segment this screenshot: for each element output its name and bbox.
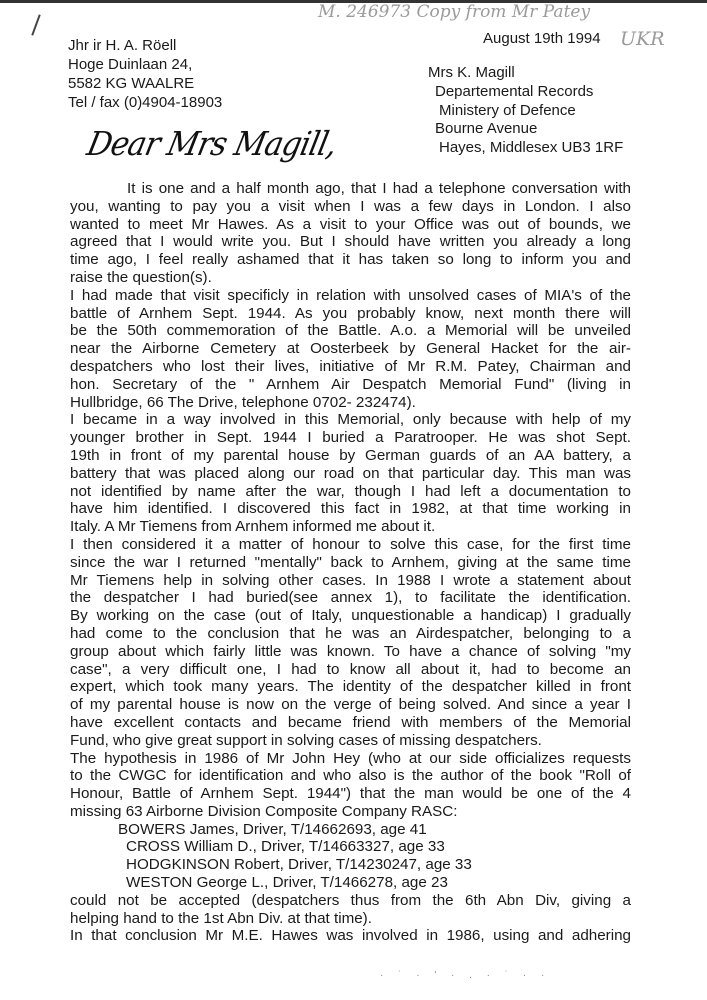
body-line: WESTON George L., Driver, T/1466278, age 23 — [126, 874, 448, 892]
body-line: agreed that I would write you. But I should have written you already a long — [70, 233, 631, 251]
body-line: In that conclusion Mr M.E. Hawes was involved in 1986, using and adhering — [70, 927, 631, 945]
body-line: battery that was placed along our road on that particular day. This man was — [70, 464, 631, 482]
body-line: 19th in front of my parental house by German guards of an AA battery, a — [70, 446, 631, 464]
body-line: have him identified. I discovered this fact in 1982, at that time working in — [70, 500, 631, 518]
body-line: be the 50th commemoration of the Battle. A.o. a Memorial will be unveiled — [70, 322, 631, 340]
sender-city: 5582 KG WAALRE — [68, 75, 195, 92]
body-line: Fund, who give great support in solving cases of missing despatchers. — [70, 731, 542, 749]
sender-phone: Tel / fax (0)4904-18903 — [68, 94, 223, 111]
body-line: I had made that visit specificly in relation with unsolved cases of MIA's of the — [70, 286, 631, 304]
body-line: could not be accepted (despatchers thus from the 6th Abn Div, giving a — [70, 891, 631, 909]
handwritten-salutation: Dear Mrs Magill, — [83, 124, 341, 163]
body-line: I then considered it a matter of honour to solve this case, for the first time — [70, 535, 631, 553]
body-line: had come to the conclusion that he was an Airdespatcher, belonging to a — [70, 624, 631, 642]
body-line: By working on the case (out of Italy, unquestionable a handicap) I gradually — [70, 607, 631, 625]
body-line: case", a very difficult one, I had to know all about it, had to become an — [70, 660, 631, 678]
body-line: helping hand to the 1st Abn Div. at that time). — [70, 909, 372, 927]
body-line: since the war I returned "mentally" back to Arnhem, giving at the same time — [70, 553, 631, 571]
handwritten-top-note: M. 246973 Copy from Mr Patey — [318, 2, 591, 22]
body-line: despatchers who lost their lives, initiative of Mr R.M. Patey, Chairman and — [70, 357, 631, 375]
letter-body — [70, 180, 631, 945]
body-line: to the CWGC for identification and who also is the author of the book "Roll of — [70, 767, 631, 785]
body-line: I became in a way involved in this Memorial, only because with help of my — [70, 411, 631, 429]
body-line: CROSS William D., Driver, T/14663327, age 33 — [126, 838, 445, 856]
recipient-name: Mrs K. Magill — [428, 64, 515, 81]
sender-street: Hoge Duinlaan 24, — [68, 56, 193, 73]
handwritten-initials: UKR — [620, 28, 665, 50]
body-line: Hullbridge, 66 The Drive, telephone 0702- 232474). — [70, 393, 416, 411]
body-line: HODGKINSON Robert, Driver, T/14230247, age 33 — [126, 856, 472, 874]
scan-specks: · ˙ · ' · . · ˙ · · — [380, 970, 551, 981]
body-line: hon. Secretary of the " Arnhem Air Despatch Memorial Fund" (living in — [70, 375, 631, 393]
body-line: the despatcher I had buried(see annex 1), to facilitate the identification. — [70, 589, 631, 607]
body-line: near the Airborne Cemetery at Oosterbeek by General Hacket for the air- — [70, 340, 631, 358]
recipient-street: Bourne Avenue — [435, 120, 538, 137]
body-line: of my parental house is now on the verge of being solved. And since a year I — [70, 696, 631, 714]
body-line: Mr Tiemens help in solving other cases. In 1988 I wrote a statement about — [70, 571, 631, 589]
body-line: Honour, Battle of Arnhem Sept. 1944") that the man would be one of the 4 — [70, 785, 631, 803]
sender-name: Jhr ir H. A. Röell — [68, 37, 177, 54]
body-line: expert, which took many years. The identity of the despatcher killed in front — [70, 678, 631, 696]
margin-pen-mark — [31, 14, 40, 35]
body-line: younger brother in Sept. 1944 I buried a Paratrooper. He was shot Sept. — [70, 429, 631, 447]
recipient-city: Hayes, Middlesex UB3 1RF — [439, 139, 624, 156]
body-line: raise the question(s). — [70, 268, 212, 286]
body-line: not identified by name after the war, though I had left a documentation to — [70, 482, 631, 500]
body-line: The hypothesis in 1986 of Mr John Hey (who at our side officializes requests — [70, 749, 631, 767]
body-line: group about which fairly little was known. To have a chance of solving "my — [70, 642, 631, 660]
letter-date: August 19th 1994 — [483, 30, 601, 47]
body-line: BOWERS James, Driver, T/14662693, age 41 — [118, 820, 427, 838]
body-line: It is one and a half month ago, that I had a telephone conversation with — [127, 180, 631, 197]
body-line: missing 63 Airborne Division Composite Company RASC: — [70, 802, 458, 820]
body-line: you, wanting to pay you a visit when I was a few days in London. I also — [70, 197, 631, 215]
body-line: have excellent contacts and became friend with members of the Memorial — [70, 713, 631, 731]
body-line: time ago, I feel really ashamed that it has taken so long to inform you and — [70, 251, 631, 269]
body-line: Italy. A Mr Tiemens from Arnhem informed me about it. — [70, 518, 436, 536]
recipient-ministry: Ministery of Defence — [439, 102, 576, 119]
recipient-dept: Departemental Records — [435, 83, 594, 100]
body-line: wanted to meet Mr Hawes. As a visit to your Office was out of bounds, we — [70, 215, 631, 233]
body-line: battle of Arnhem Sept. 1944. As you probably know, next month there will — [70, 304, 631, 322]
